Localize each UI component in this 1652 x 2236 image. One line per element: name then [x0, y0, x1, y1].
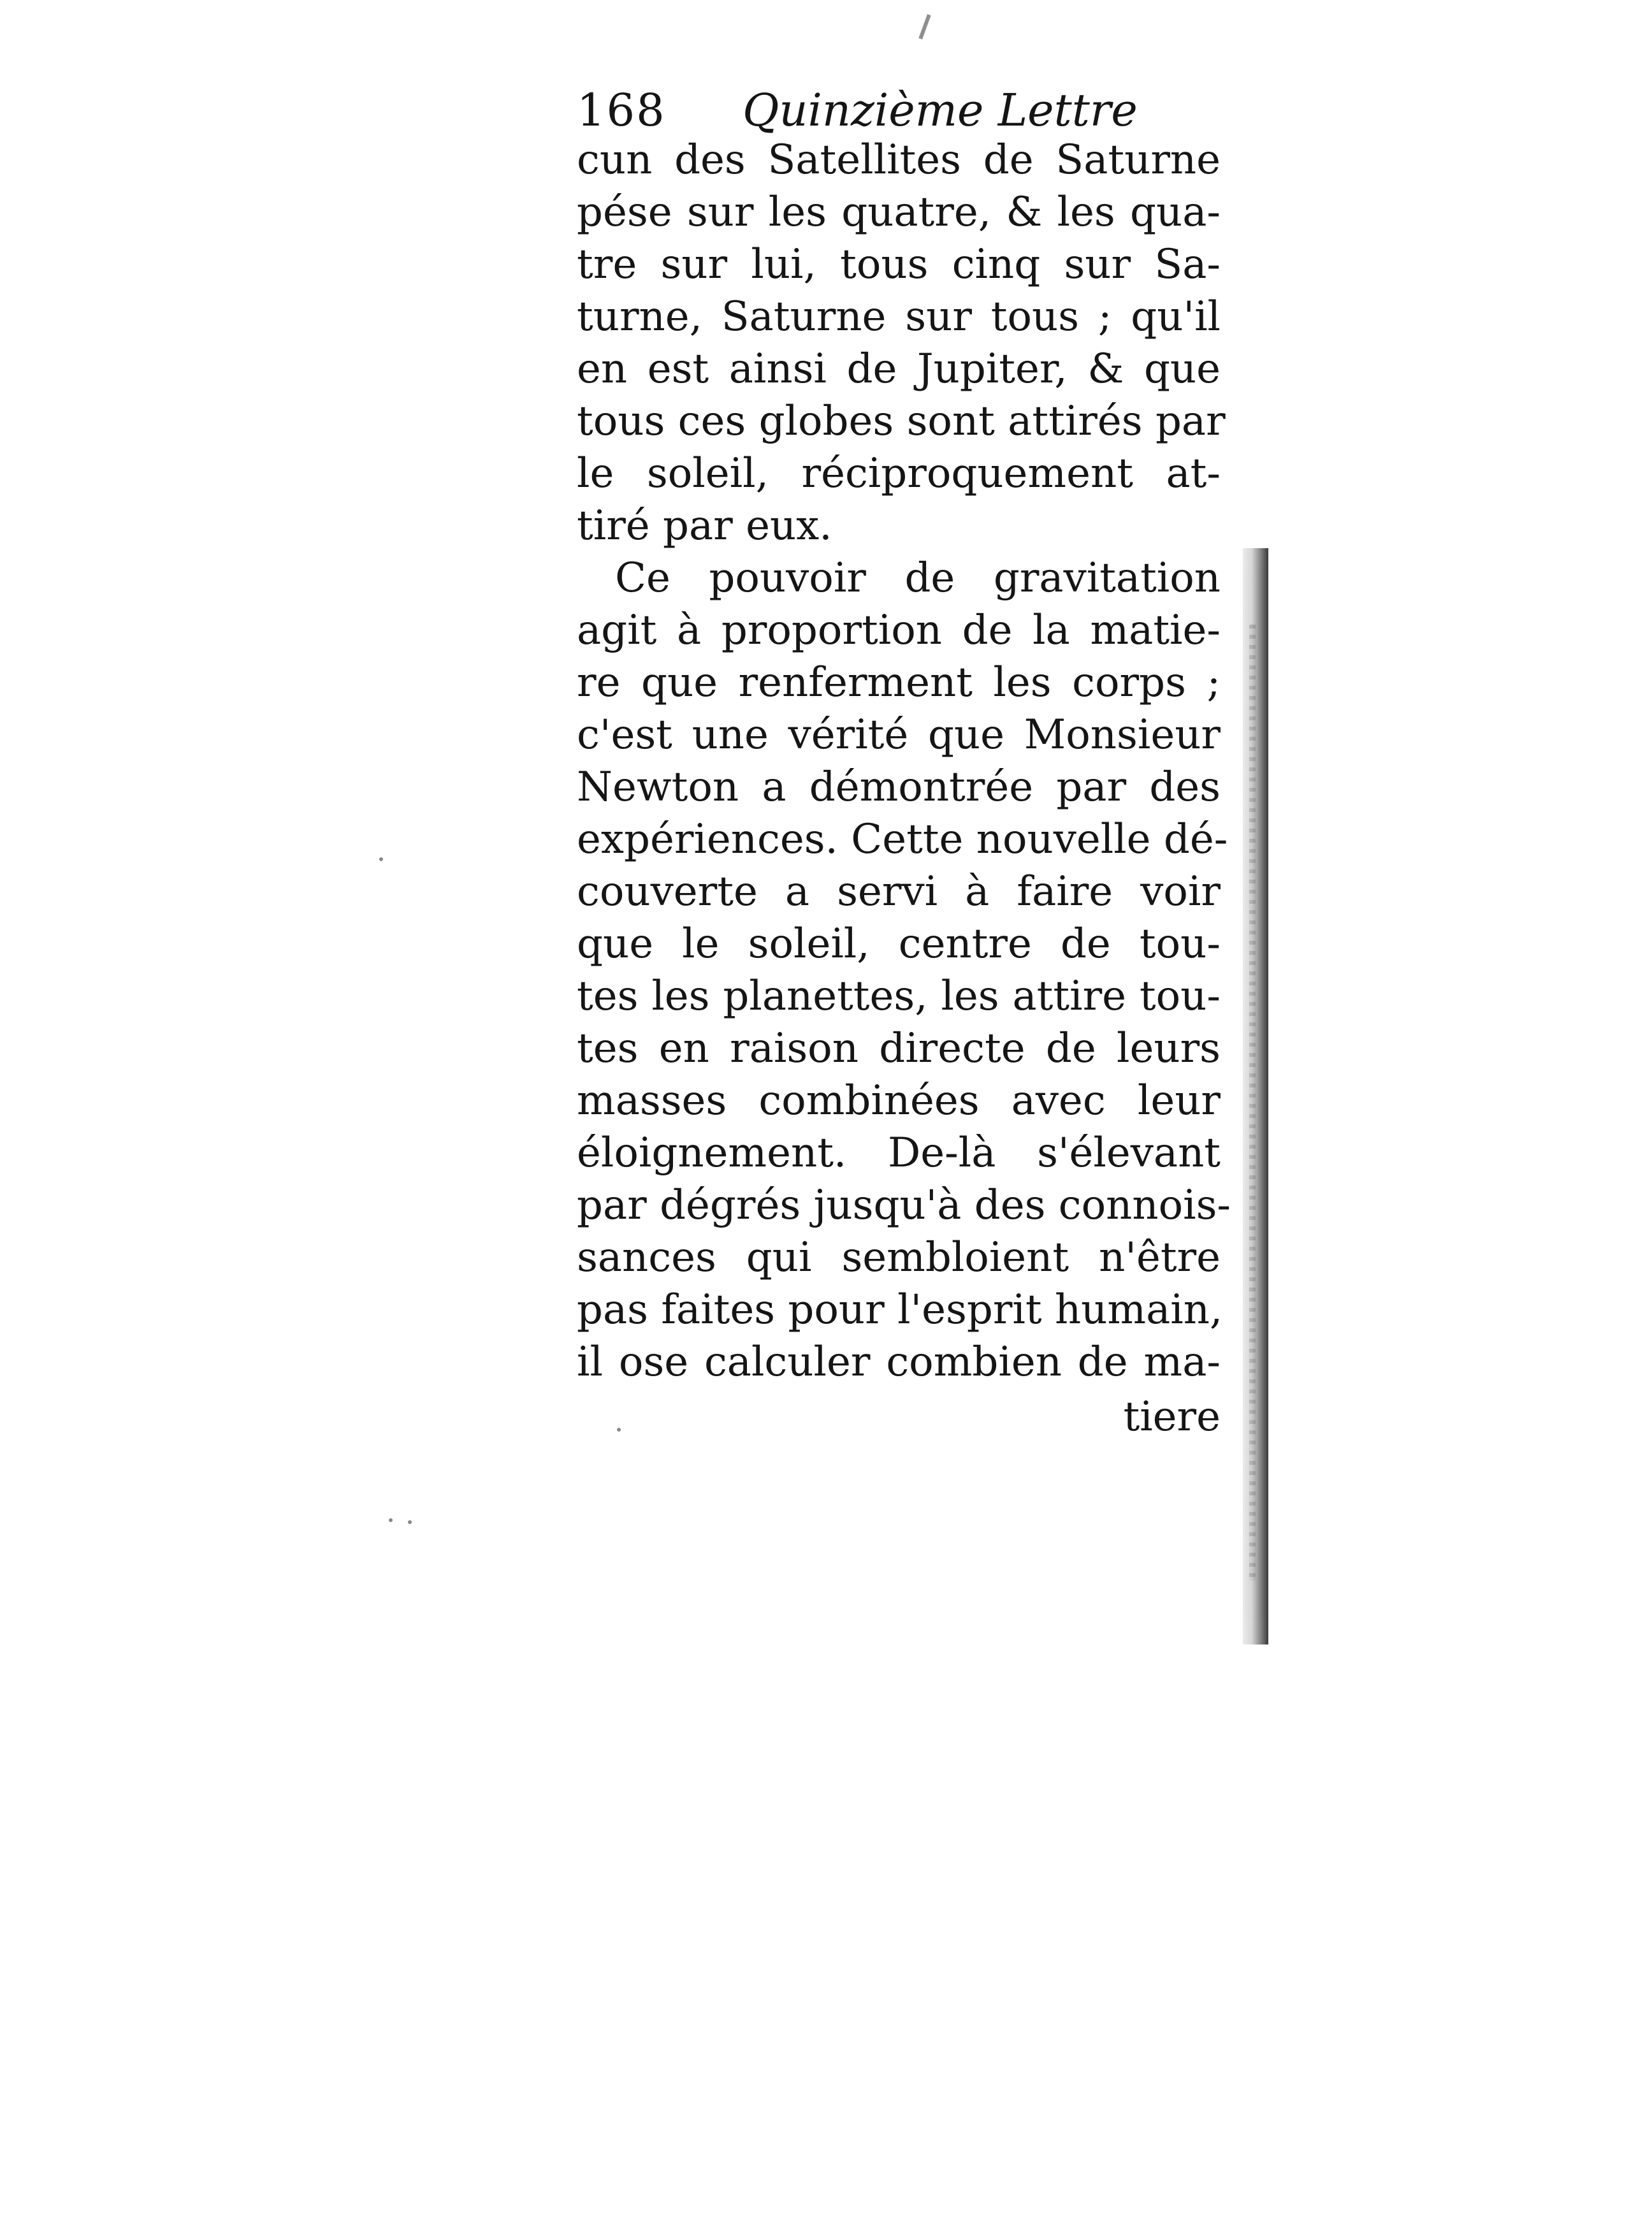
text-line: pas faites pour l'esprit humain,	[577, 1286, 1223, 1333]
paper-speck	[389, 1518, 393, 1522]
text-line: éloignement. De-là s'élevant	[577, 1129, 1221, 1177]
paragraph-start-line: Ce pouvoir de gravitation	[615, 555, 1221, 602]
text-line: couverte a servi à faire voir	[577, 868, 1221, 915]
text-line: par dégrés jusqu'à des connois-	[577, 1182, 1231, 1229]
body-text	[577, 134, 1231, 1443]
text-line: le soleil, réciproquement at-	[577, 450, 1221, 497]
text-line: sances qui sembloient n'être	[577, 1234, 1221, 1281]
paper-speck	[408, 1520, 412, 1524]
text-line: pése sur les quatre, & les qua-	[577, 189, 1221, 236]
ink-mark	[918, 14, 931, 40]
text-line: cun des Satellites de Saturne	[577, 136, 1221, 184]
text-line: turne, Saturne sur tous ; qu'il	[577, 293, 1221, 340]
paper-speck	[617, 1428, 621, 1432]
catchword: tiere	[1123, 1393, 1221, 1441]
text-line: tes les planettes, les attire tou-	[577, 973, 1221, 1020]
text-line: en est ainsi de Jupiter, & que	[577, 345, 1221, 393]
text-line: masses combinées avec leur	[577, 1077, 1221, 1124]
text-line: tous ces globes sont attirés par	[577, 398, 1226, 445]
text-line: il ose calculer combien de ma-	[577, 1339, 1221, 1386]
text-line: expériences. Cette nouvelle dé-	[577, 816, 1228, 863]
text-line: Newton a démontrée par des	[577, 764, 1221, 811]
text-line: tiré par eux.	[577, 502, 832, 549]
text-line: que le soleil, centre de tou-	[577, 920, 1221, 968]
page-edge-shadow	[1243, 548, 1268, 1644]
page-number: 168	[577, 84, 666, 136]
text-line: c'est une vérité que Monsieur	[577, 711, 1221, 759]
text-line: tre sur lui, tous cinq sur Sa-	[577, 241, 1221, 288]
text-line: tes en raison directe de leurs	[577, 1025, 1221, 1072]
paper-speck	[379, 857, 383, 861]
text-line: agit à proportion de la matie-	[577, 607, 1221, 654]
text-line: re que renferment les corps ;	[577, 659, 1221, 706]
running-head: Quinzième Lettre	[743, 84, 1138, 136]
